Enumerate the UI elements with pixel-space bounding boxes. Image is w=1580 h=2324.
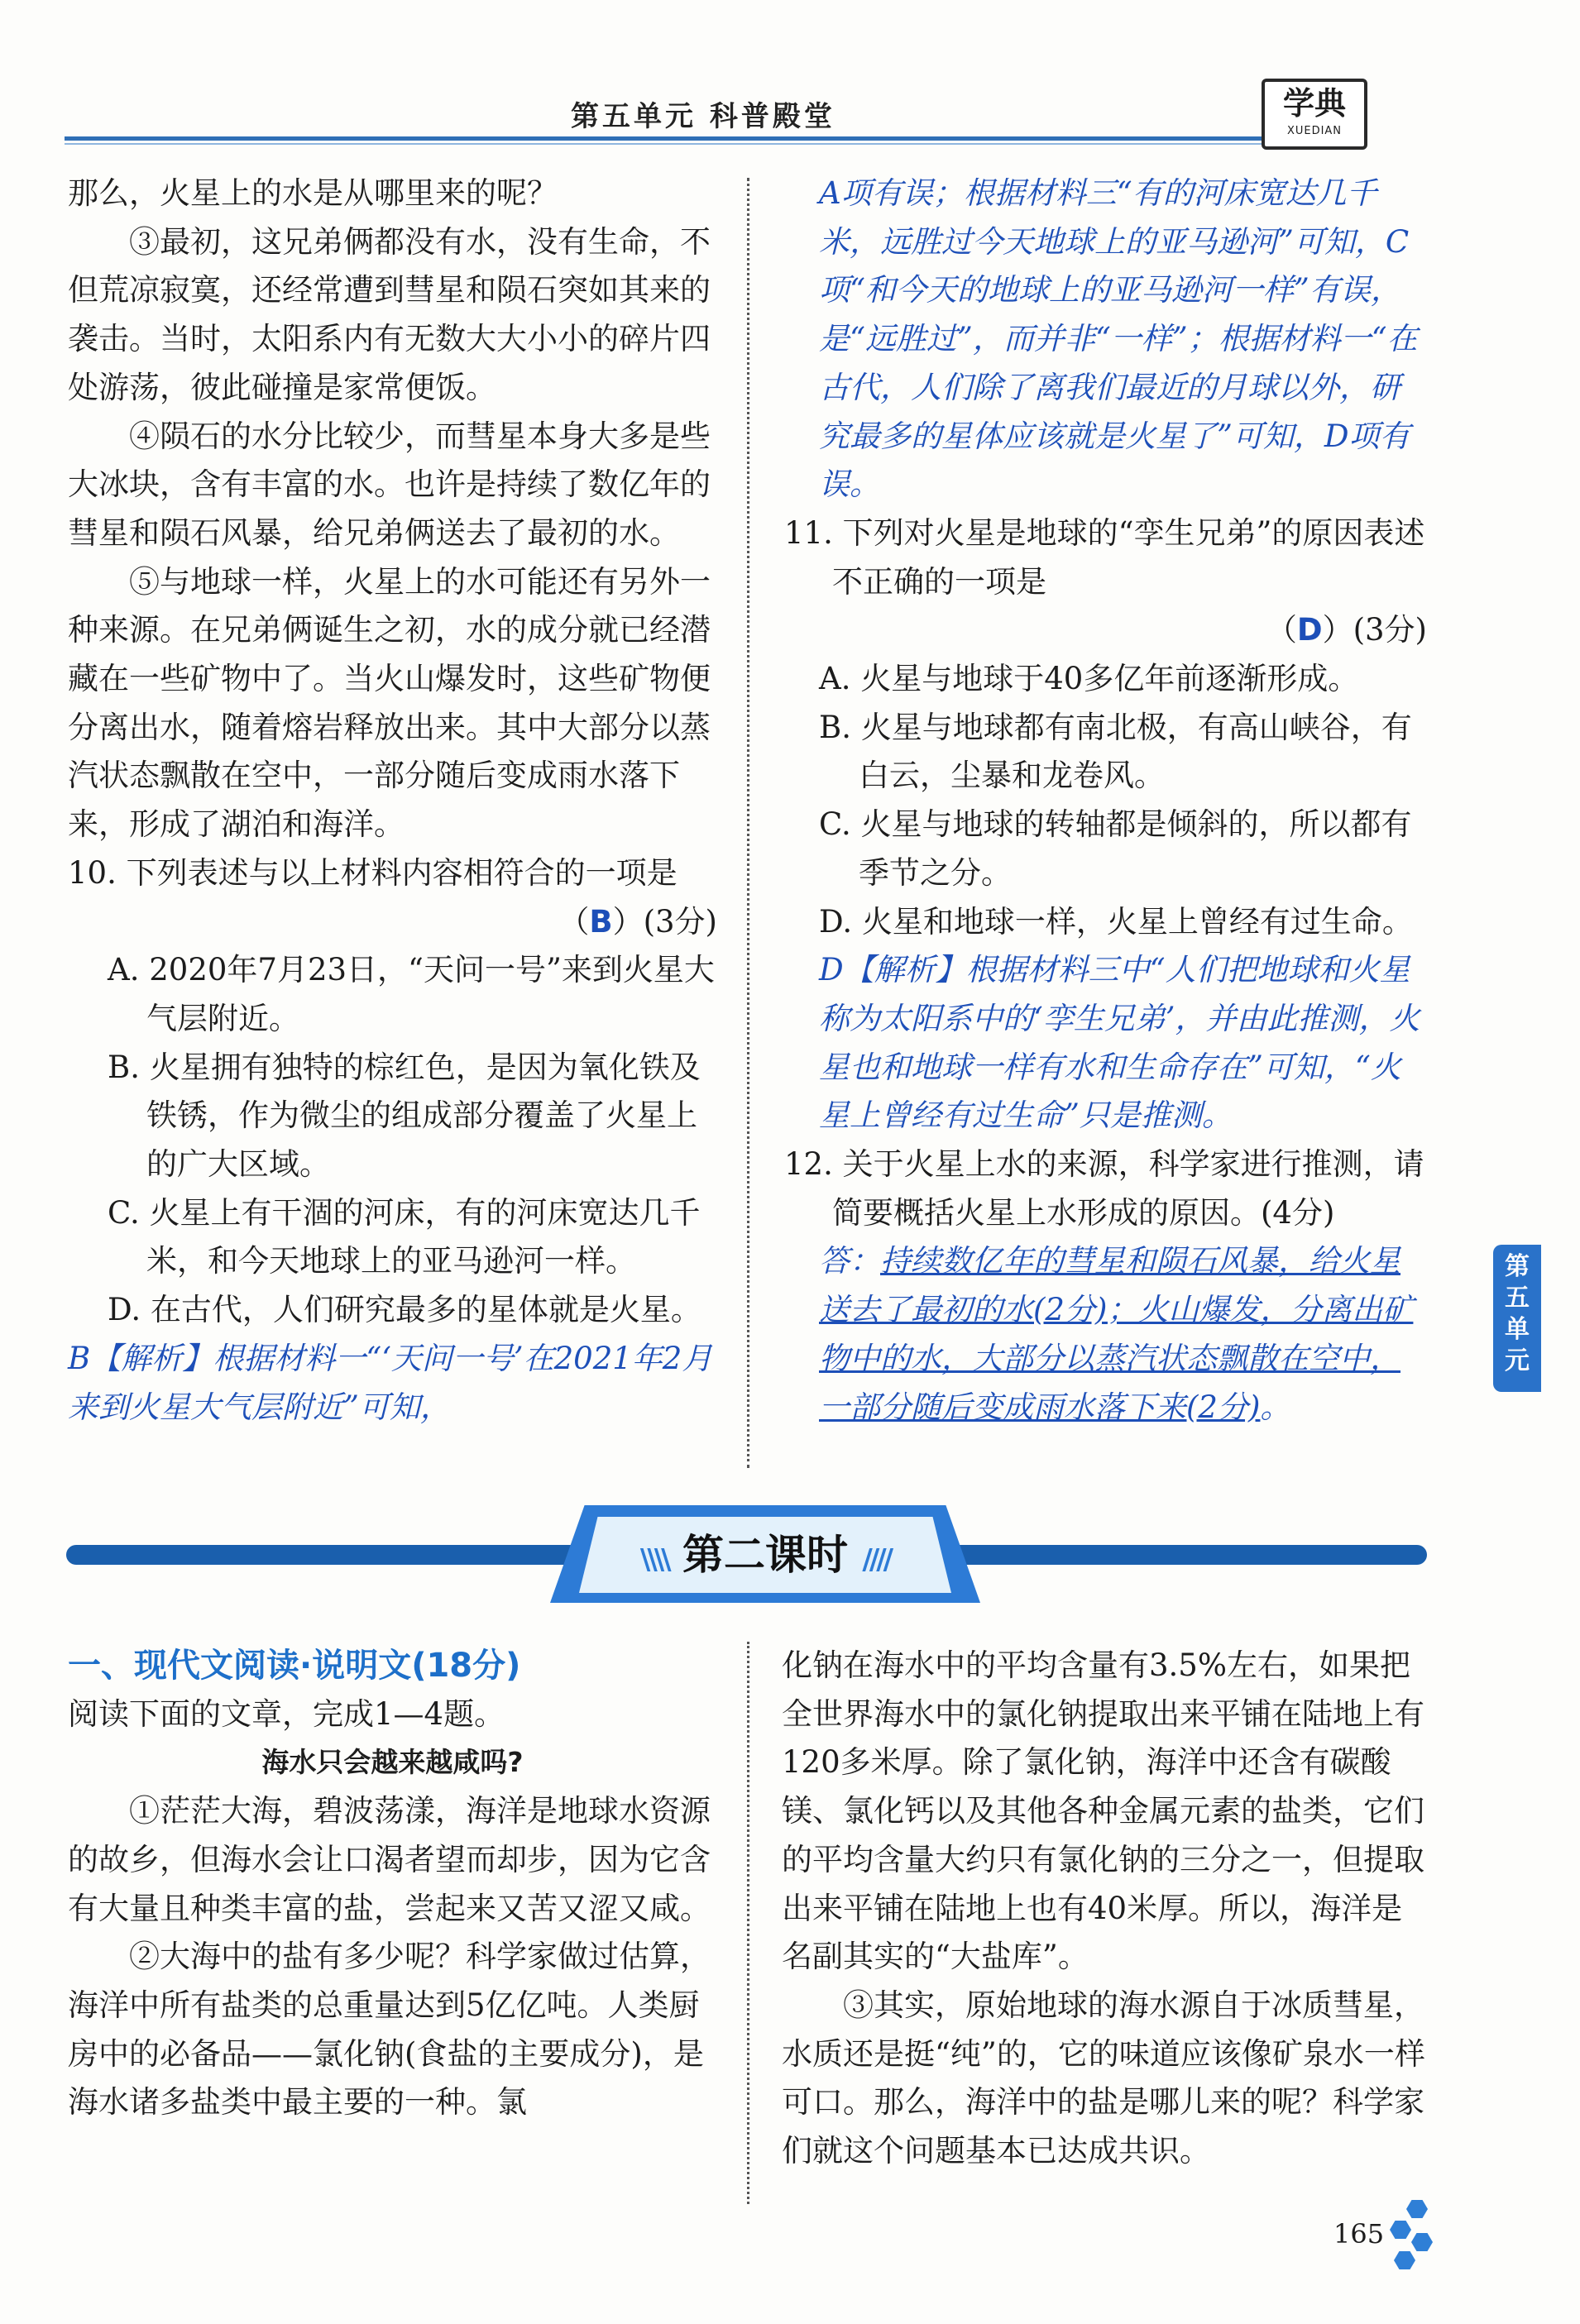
publisher-logo <box>1262 79 1367 150</box>
logo-cn: 学典 <box>1282 84 1346 122</box>
right-column-bottom <box>782 1642 1427 2176</box>
question-11-option-b: B. 火星与地球都有南北极，有高山峡谷，有白云，尘暴和龙卷风。 <box>819 709 1412 794</box>
question-12-stem: 12. 关于火星上水的来源，科学家进行推测，请简要概括火星上水形成的原因。(4分) <box>784 1146 1424 1231</box>
header-rule <box>65 136 1281 141</box>
left-column-bottom <box>68 1642 717 2127</box>
question-10-option-d: D. 在古代，人们研究最多的星体就是火星。 <box>108 1292 701 1328</box>
question-10-answer-line: （B）(3分) <box>558 903 717 940</box>
article-title: 海水只会越来越咸吗? <box>261 1746 524 1779</box>
question-10-analysis-cont: A项有误；根据材料三“有的河床宽达几千米，远胜过今天地球上的亚马逊河”可知，C项“和今天的地球上的亚马逊河一样”有误，是“远胜过”，而并非“一样”；根据材料一“在古代，人们除了离我们最近的月球以外，研究最多的星体应该就是火星了”可知，D项有误。 <box>819 175 1418 503</box>
question-10-stem: 10. 下列表述与以上材料内容相符合的一项是 <box>68 854 677 891</box>
question-11-option-c: C. 火星与地球的转轴都是倾斜的，所以都有季节之分。 <box>819 806 1412 891</box>
article-paragraph-3: ③其实，原始地球的海水源自于冰质彗星，水质还是挺“纯”的，它的味道应该像矿泉水一样可口。那么，海洋中的盐是哪儿来的呢？科学家们就这个问题基本已达成共识。 <box>782 1987 1425 2169</box>
question-10-option-b: B. 火星拥有独特的棕红色，是因为氧化铁及铁锈，作为微尘的组成部分覆盖了火星上的广大区域。 <box>108 1049 701 1183</box>
question-11-analysis: D【解析】根据材料三中“人们把地球和火星称为太阳系中的‘孪生兄弟’，并由此推测，火星也和地球一样有水和生命存在”可知，“火星上曾经有过生命”只是推测。 <box>819 952 1420 1134</box>
passage-paragraph-3: ③最初，这兄弟俩都没有水，没有生命，不但荒凉寂寞，还经常遭到彗星和陨石突如其来的袭击。当时，太阳系内有无数大大小小的碎片四处游荡，彼此碰撞是家常便饭。 <box>68 223 711 405</box>
question-11-option-d: D. 火星和地球一样，火星上曾经有过生命。 <box>819 903 1413 940</box>
question-11-answer: D <box>1296 612 1323 648</box>
header-rule-thin <box>65 143 1281 145</box>
hatch-left: \\\\ <box>639 1543 668 1576</box>
article-paragraph-2: ②大海中的盐有多少呢？科学家做过估算，海洋中所有盐类的总重量达到5亿亿吨。人类厨房中的必备品——氯化钠(食盐的主要成分)，是海水诸多盐类中最主要的一种。氯 <box>68 1939 711 2121</box>
question-10-answer: B <box>589 903 613 940</box>
question-11-answer-line: （D）(3分) <box>1266 612 1427 648</box>
question-12-answer: 答：持续数亿年的彗星和陨石风暴，给火星送去了最初的水(2分)；火山爆发，分离出矿物中的水，大部分以蒸汽状态飘散在空中，一部分随后变成雨水落下来(2分)。 <box>819 1243 1414 1425</box>
page-header <box>0 0 1580 157</box>
column-divider-top <box>747 178 749 1468</box>
logo-en: XUEDIAN <box>1286 125 1343 137</box>
question-11-option-a: A. 火星与地球于40多亿年前逐渐形成。 <box>819 661 1359 697</box>
hex-decoration <box>1394 2251 1415 2269</box>
page-number: 165 <box>1333 2218 1385 2250</box>
section-title <box>579 1517 951 1593</box>
passage-paragraph-5: ⑤与地球一样，火星上的水可能还有另外一种来源。在兄弟俩诞生之初，水的成分就已经潜藏在一些矿物中了。当火山爆发时，这些矿物便分离出水，随着熔岩释放出来。其中大部分以蒸汽状态飘散在空中，一部分随后变成雨水落下来，形成了湖泊和海洋。 <box>68 563 711 843</box>
section-title-text: 第二课时 <box>682 1531 848 1579</box>
question-10-analysis-start: B【解析】根据材料一“‘天问一号’在2021年2月来到火星大气层附近”可知， <box>68 1340 713 1425</box>
column-divider-bottom <box>747 1642 749 2204</box>
part-heading: 一、现代文阅读·说明文(18分) <box>68 1647 521 1685</box>
article-paragraph-2-cont: 化钠在海水中的平均含量有3.5%左右，如果把全世界海水中的氯化钠提取出来平铺在陆地上有120多米厚。除了氯化钠，海洋中还含有碳酸镁、氯化钙以及其他各种金属元素的盐类，它们的平均含量大约只有氯化钠的三分之一，但提取出来平铺在陆地上也有40米厚。所以，海洋是名副其实的“大盐库”。 <box>782 1647 1424 1975</box>
hex-decoration <box>1411 2233 1433 2251</box>
question-10-option-a: A. 2020年7月23日，“天问一号”来到火星大气层附近。 <box>108 952 715 1036</box>
part-instruction: 阅读下面的文章，完成1—4题。 <box>68 1695 505 1732</box>
left-column-top <box>68 170 717 1432</box>
hex-decoration <box>1406 2200 1428 2218</box>
hatch-right: //// <box>862 1543 891 1576</box>
passage-line: 那么，火星上的水是从哪里来的呢？ <box>68 175 558 211</box>
article-paragraph-1: ①茫茫大海，碧波荡漾，海洋是地球水资源的故乡，但海水会让口渴者望而却步，因为它含有大量且种类丰富的盐，尝起来又苦又涩又咸。 <box>68 1793 711 1926</box>
question-11-stem: 11. 下列对火星是地球的“孪生兄弟”的原因表述不正确的一项是 <box>784 514 1425 600</box>
running-head: 第五单元 科普殿堂 <box>571 100 835 133</box>
unit-side-tab: 第五单元 <box>1493 1245 1541 1392</box>
passage-paragraph-4: ④陨石的水分比较少，而彗星本身大多是些大冰块，含有丰富的水。也许是持续了数亿年的彗星和陨石风暴，给兄弟俩送去了最初的水。 <box>68 418 711 551</box>
hex-decoration <box>1390 2221 1411 2239</box>
question-10-option-c: C. 火星上有干涸的河床，有的河床宽达几千米，和今天地球上的亚马逊河一样。 <box>108 1194 701 1279</box>
right-column-top <box>784 170 1427 1432</box>
